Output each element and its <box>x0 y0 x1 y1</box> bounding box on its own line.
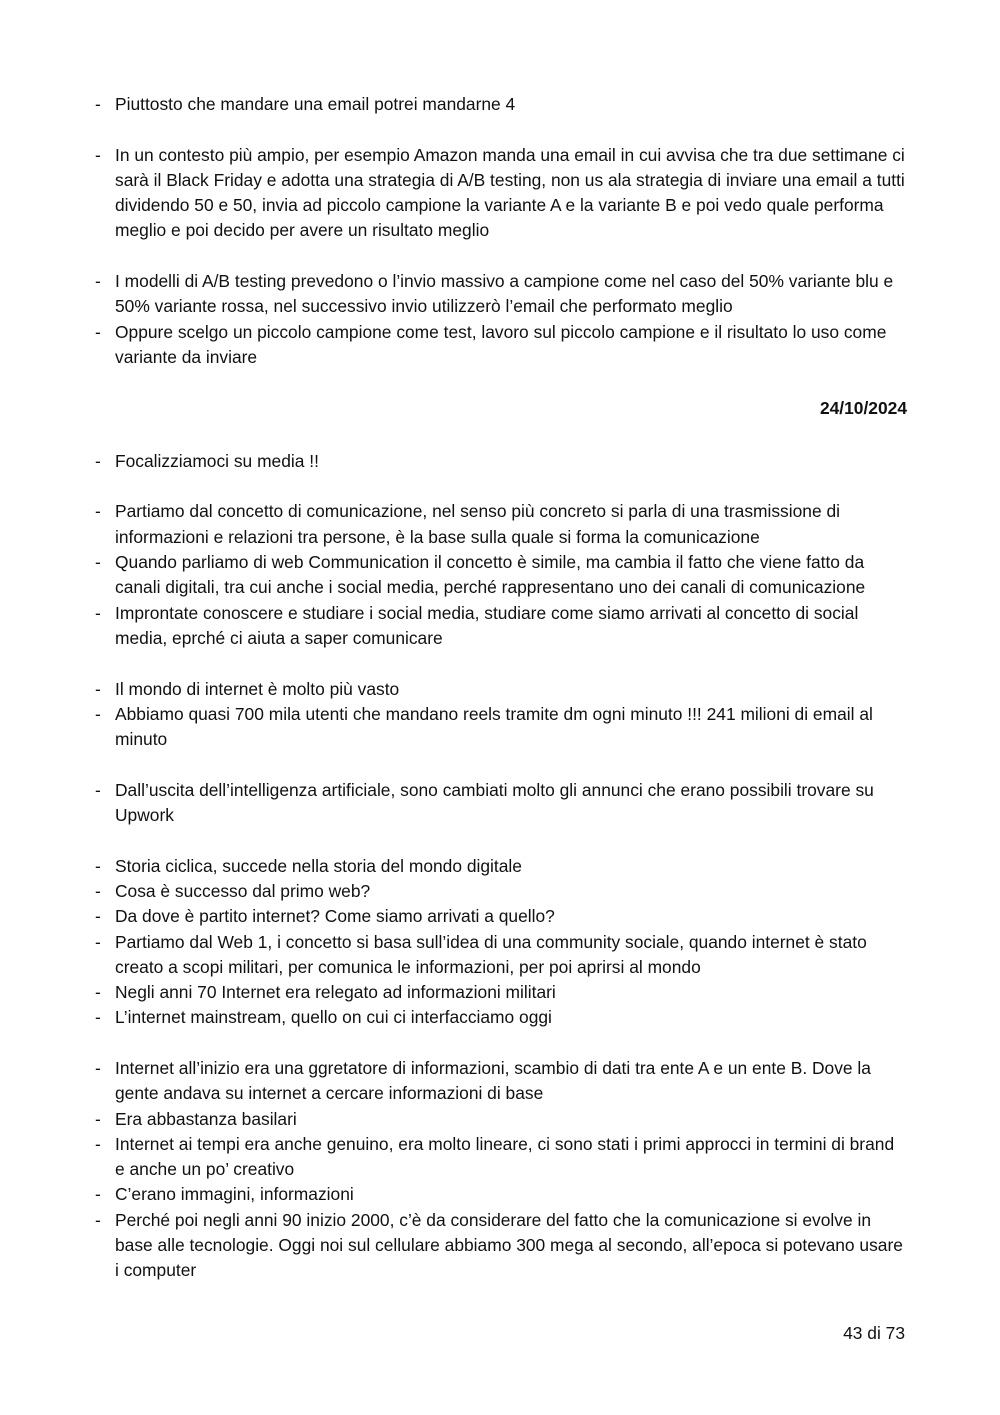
list-item-text: Internet all’inizio era una ggretatore di informazioni, scambio di dati tra ente A e un ente B. Dove la gente andava su internet a cercare informazioni di base <box>115 1057 871 1104</box>
page-number: 43 di 73 <box>843 1323 905 1343</box>
bullet-dash: - <box>95 678 101 699</box>
bullet-dash: - <box>95 94 101 114</box>
bullet-dash: - <box>95 906 101 927</box>
list-item <box>95 1132 907 1183</box>
list-item <box>95 980 907 1005</box>
bullet-dash: - <box>95 779 101 800</box>
list-item-text: Negli anni 70 Internet era relegato ad informazioni militari <box>115 982 556 1003</box>
bullet-group <box>95 499 907 651</box>
list-item-text: Storia ciclica, succede nella storia del mondo digitale <box>115 855 522 876</box>
list-item <box>95 904 907 929</box>
bullet-group <box>95 449 907 474</box>
bullet-group <box>95 778 907 829</box>
list-item-text: Partiamo dal concetto di comunicazione, nel senso più concreto si parla di una trasmissione di informazioni e relazioni tra persone, è la base sulla quale si forma la comunicazione <box>115 501 840 547</box>
list-item <box>95 677 907 702</box>
bullet-dash: - <box>95 271 101 292</box>
list-item-text: Improntate conoscere e studiare i social media, studiare come siamo arrivati al concetto di social media, eprché ci aiuta a saper comunicare <box>115 602 859 648</box>
bullet-dash: - <box>95 703 101 724</box>
list-item <box>95 269 907 320</box>
list-item <box>95 854 907 879</box>
list-item-text: Era abbastanza basilari <box>115 1108 297 1129</box>
date-heading-block <box>95 396 907 421</box>
list-item <box>95 1107 907 1132</box>
bullet-group <box>95 1056 907 1284</box>
bullet-dash: - <box>95 144 101 165</box>
list-item <box>95 702 907 753</box>
bullet-dash: - <box>95 1057 101 1078</box>
bullet-dash: - <box>95 321 101 342</box>
list-item <box>95 1056 907 1107</box>
list-item-text: I modelli di A/B testing prevedono o l’invio massivo a campione come nel caso del 50% variante blu e 50% variante rossa, nel successivo invio utilizzerò l’email che performato meglio <box>115 271 894 317</box>
bullet-dash: - <box>95 880 101 901</box>
bullet-dash: - <box>95 855 101 876</box>
list-item-text: Focalizziamoci su media !! <box>115 450 319 471</box>
bullet-dash: - <box>95 1007 101 1028</box>
bullet-dash: - <box>95 1184 101 1205</box>
list-item-text: C’erano immagini, informazioni <box>115 1184 354 1205</box>
page-content <box>95 92 907 1309</box>
list-item-text: Abbiamo quasi 700 mila utenti che mandano reels tramite dm ogni minuto !!! 241 milioni di email al minuto <box>115 703 873 750</box>
list-item <box>95 320 907 371</box>
list-item-text: L’internet mainstream, quello on cui ci interfacciamo oggi <box>115 1007 552 1028</box>
list-item <box>95 499 907 550</box>
list-item <box>95 1208 907 1284</box>
list-item-text: Il mondo di internet è molto più vasto <box>115 678 400 699</box>
list-item <box>95 601 907 652</box>
list-item <box>95 1182 907 1207</box>
list-item-text: Da dove è partito internet? Come siamo arrivati a quello? <box>115 906 555 927</box>
list-item-text: Cosa è successo dal primo web? <box>115 880 371 901</box>
bullet-dash: - <box>95 552 101 573</box>
bullet-group <box>95 143 907 244</box>
bullet-dash: - <box>95 931 101 952</box>
bullet-dash: - <box>95 450 101 471</box>
list-item-text: Oppure scelgo un piccolo campione come test, lavoro sul piccolo campione e il risultato lo uso come variante da inviare <box>115 321 887 367</box>
bullet-dash: - <box>95 602 101 623</box>
bullet-group <box>95 854 907 1031</box>
list-item-text: Dall’uscita dell’intelligenza artificiale, sono cambiati molto gli annunci che erano possibili trovare su Upwork <box>115 779 874 826</box>
list-item <box>95 92 907 117</box>
bullet-dash: - <box>95 982 101 1003</box>
list-item-text: Quando parliamo di web Communication il concetto è simile, ma cambia il fatto che viene fatto da canali digitali, tra cui anche i social media, perché rappresentano uno dei canali di comunicazione <box>115 552 866 598</box>
list-item <box>95 930 907 981</box>
list-item <box>95 550 907 601</box>
bullet-group <box>95 269 907 370</box>
list-item <box>95 449 907 474</box>
bullet-dash: - <box>95 1108 101 1129</box>
bullet-dash: - <box>95 501 101 522</box>
list-item-text: In un contesto più ampio, per esempio Amazon manda una email in cui avvisa che tra due settimane ci sarà il Black Friday e adotta una strategia di A/B testing, non us ala strategia di inviare una email a tutti dividendo 50 e 50, invia ad piccolo campione la variante A e la variante B e poi vedo quale performa meglio e poi decido per avere un risultato meglio <box>115 144 905 241</box>
bullet-group <box>95 677 907 753</box>
list-item-text: Internet ai tempi era anche genuino, era molto lineare, ci sono stati i primi approcci in termini di brand e anche un po’ creativo <box>115 1133 895 1180</box>
list-item <box>95 879 907 904</box>
list-item <box>95 778 907 829</box>
bullet-dash: - <box>95 1133 101 1154</box>
list-item <box>95 1005 907 1030</box>
bullet-dash: - <box>95 1209 101 1230</box>
list-item <box>95 143 907 244</box>
date-heading: 24/10/2024 <box>819 397 907 418</box>
list-item-text: Piuttosto che mandare una email potrei mandarne 4 <box>115 94 516 114</box>
bullet-group <box>95 92 907 117</box>
list-item-text: Partiamo dal Web 1, i concetto si basa sull’idea di una community sociale, quando internet è stato creato a scopi militari, per comunica le informazioni, per poi aprirsi al mondo <box>115 931 867 977</box>
list-item-text: Perché poi negli anni 90 inizio 2000, c’è da considerare del fatto che la comunicazione si evolve in base alle tecnologie. Oggi noi sul cellulare abbiamo 300 mega al secondo, all’epoca si potevano usare i computer <box>115 1209 903 1281</box>
